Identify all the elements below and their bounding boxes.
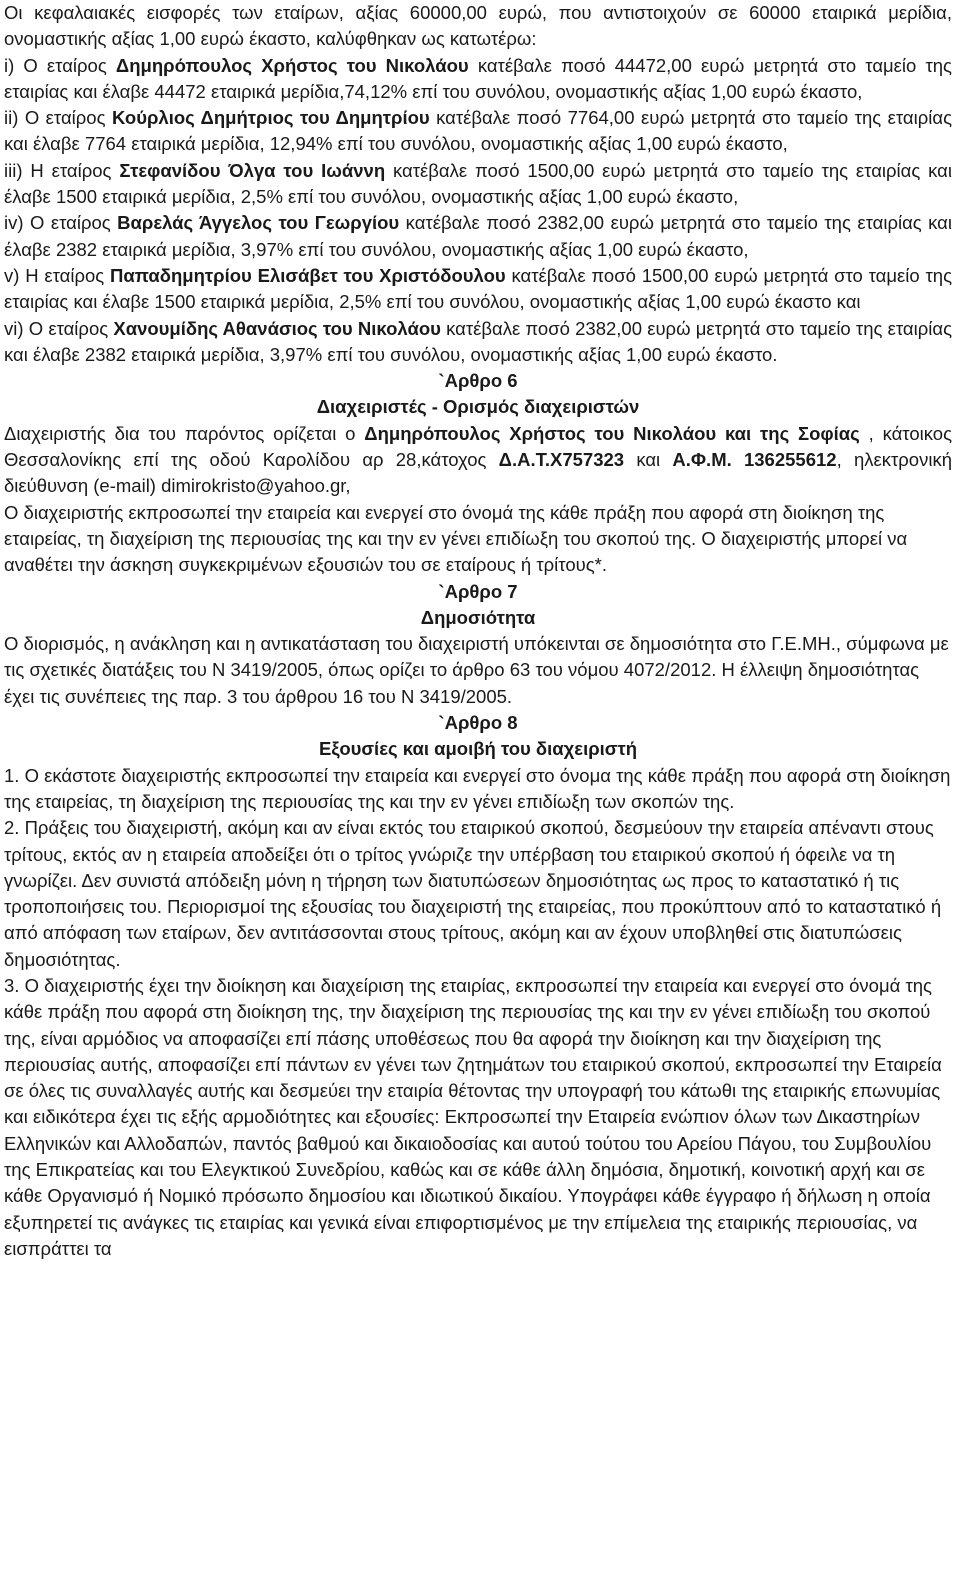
- partner-item-5: v) Η εταίρος Παπαδημητρίου Ελισάβετ του Χριστόδουλου κατέβαλε ποσό 1500,00 ευρώ μετρητά στο ταμείο της εταιρίας και έλαβε 1500 εταιρικά μερίδια, 2,5% επί του συνόλου, ονομαστικής αξίας 1,00 ευρώ έκαστο και: [4, 264, 952, 313]
- article-7-paragraph-1: Ο διορισμός, η ανάκληση και η αντικατάσταση του διαχειριστή υπόκεινται σε δημοσιότητα στο Γ.Ε.ΜΗ., σύμφωνα με τις σχετικές διατάξεις του Ν 3419/2005, όπως ορίζει το άρθρο 63 του νόμου 4072/2012. Η έλλειψη δημοσιότητας έχει τις συνέπειες της παρ. 3 του άρθρου 16 του Ν 3419/2005.: [4, 633, 949, 707]
- article-7-title: Δημοσιότητα: [420, 606, 536, 628]
- partner-item-2: ii) Ο εταίρος Κούρλιος Δημήτριος του Δημητρίου κατέβαλε ποσό 7764,00 ευρώ μετρητά στο ταμείο της εταιρίας και έλαβε 7764 εταιρικά μερίδια, 12,94% επί του συνόλου, ονομαστικής αξίας 1,00 ευρώ έκαστο,: [4, 107, 952, 155]
- partner-item-6: vi) Ο εταίρος Χανουμίδης Αθανάσιος του Νικολάου κατέβαλε ποσό 2382,00 ευρώ μετρητά στο ταμείο της εταιρίας και έλαβε 2382 εταιρικά μερίδια, 3,97% επί του συνόλου, ονομαστικής αξίας 1,00 ευρώ έκαστο.: [4, 317, 952, 365]
- article-6-paragraph-2: Ο διαχειριστής εκπροσωπεί την εταιρεία και ενεργεί στο όνομά της κάθε πράξη που αφορά στη διοίκηση της εταιρείας, τη διαχείριση της περιουσίας της και την εν γένει επιδίωξη του σκοπού της. Ο διαχειριστής μπορεί να αναθέτει την άσκηση συγκεκριμένων εξουσιών του σε εταίρους ή τρίτους*.: [4, 501, 908, 576]
- partner-name: Βαρελάς Άγγελος του Γεωργίου: [117, 212, 400, 234]
- partner-name: Στεφανίδου Όλγα του Ιωάννη: [119, 159, 386, 181]
- partner-item-4: iv) Ο εταίρος Βαρελάς Άγγελος του Γεωργίου κατέβαλε ποσό 2382,00 ευρώ μετρητά στο ταμείο της εταιρίας και έλαβε 2382 εταιρικά μερίδια, 3,97% επί του συνόλου, ονομαστικής αξίας 1,00 ευρώ έκαστο,: [4, 212, 952, 260]
- article-8-number: `Αρθρο 8: [438, 712, 518, 734]
- article-8-paragraph-3: 3. Ο διαχειριστής έχει την διοίκηση και διαχείριση της εταιρίας, εκπροσωπεί την εταιρεία και ενεργεί στο όνομά της κάθε πράξη που αφορά στη διοίκηση της, την διαχείριση της περιουσίας της και την εν γένει επιδίωξη του σκοπού της, είναι αρμόδιος να αποφασίζει επί πάσης υποθέσεως που θα αφορά την διοίκηση και την διαχείριση της περιουσίας αυτής, αποφασίζει επί πάντων εν γένει των ζητημάτων του εταιρικού σκοπού, εκπροσωπεί την Εταιρεία σε όλες τις συναλλαγές αυτής και δεσμεύει την εταιρία θέτοντας την υπογραφή του κάτωθι της εταιρικής επωνυμίας και ειδικότερα έχει τις εξής αρμοδιότητες και εξουσίες: Εκπροσωπεί την Εταιρεία ενώπιον όλων των Δικαστηρίων Ελληνικών και Αλλοδαπών, παντός βαθμού και δικαιοδοσίας και αυτού τούτου του Αρείου Πάγου, του Συμβουλίου της Επικρατείας και του Ελεγκτικού Συνεδρίου, καθώς και σε κάθε άλλη δημόσια, δημοτική, κοινοτική αρχή και σε κάθε Οργανισμό ή Νομικό πρόσωπο δημοσίου και ιδιωτικού δικαίου. Υπογράφει κάθε έγγραφο ή δήλωση η οποία εξυπηρετεί τις ανάγκες τις εταιρίας και γενικά είναι επιφορτισμένος με την επίμελεια της εταιρικής περιουσίας, να εισπράττει τα: [4, 974, 942, 1259]
- article-8-title: Εξουσίες και αμοιβή του διαχειριστή: [318, 738, 638, 760]
- id-number: Δ.Α.Τ.Χ757323: [498, 449, 625, 471]
- partner-item-3: iii) Η εταίρος Στεφανίδου Όλγα του Ιωάννη κατέβαλε ποσό 1500,00 ευρώ μετρητά στο ταμείο της εταιρίας και έλαβε 1500 εταιρικά μερίδια, 2,5% επί του συνόλου, ονομαστικής αξίας 1,00 ευρώ έκαστο,: [4, 159, 952, 208]
- article-8-paragraph-1: 1. Ο εκάστοτε διαχειριστής εκπροσωπεί την εταιρεία και ενεργεί στο όνομα της κάθε πράξη που αφορά στη διοίκηση της εταιρείας, τη διαχείριση της περιουσίας της και την εν γένει επιδίωξη των σκοπών της.: [4, 764, 951, 812]
- article-6-title: Διαχειριστές - Ορισμός διαχειριστών: [316, 396, 640, 418]
- partner-name: Παπαδημητρίου Ελισάβετ του Χριστόδουλου: [110, 264, 506, 286]
- article-6-paragraph-1: Διαχειριστής δια του παρόντος ορίζεται ο Δημηρόπουλος Χρήστος του Νικολάου και της Σοφίας , κάτοικος Θεσσαλονίκης επί της οδού Καρολίδου αρ 28,κάτοχος Δ.Α.Τ.Χ757323 και Α.Φ.Μ. 136255612, ηλεκτρονική διεύθυνση (e-mail) dimirokristo@yahoo.gr,: [4, 422, 952, 497]
- partner-name: Δημηρόπουλος Χρήστος του Νικολάου: [115, 54, 469, 76]
- tax-number: Α.Φ.Μ. 136255612: [672, 449, 837, 471]
- partner-name: Κούρλιος Δημήτριος του Δημητρίου: [111, 107, 430, 129]
- contributions-intro: Οι κεφαλαιακές εισφορές των εταίρων, αξίας 60000,00 ευρώ, που αντιστοιχούν σε 60000 εταιρικά μερίδια, ονομαστικής αξίας 1,00 ευρώ έκαστο, καλύφθηκαν ως κατωτέρω:: [4, 2, 952, 50]
- article-6-number: `Αρθρο 6: [438, 370, 518, 392]
- article-8-paragraph-2: 2. Πράξεις του διαχειριστή, ακόμη και αν είναι εκτός του εταιρικού σκοπού, δεσμεύουν την εταιρεία απέναντι στους τρίτους, εκτός αν η εταιρεία αποδείξει ότι ο τρίτος γνώριζε την υπέρβαση του εταιρικού σκοπού ή όφειλε να τη γνωρίζει. Δεν συνιστά απόδειξη μόνη η τήρηση των διατυπώσεων δημοσιότητας ως προς το καταστατικό ή τις τροποποιήσεις του. Περιορισμοί της εξουσίας του διαχειριστή της εταιρείας, που προκύπτουν από το καταστατικό ή από απόφαση των εταίρων, δεν αντιτάσσονται στους τρίτους, ακόμη και αν έχουν υποβληθεί στις διατυπώσεις δημοσιότητας.: [4, 817, 942, 970]
- article-7-number: `Αρθρο 7: [438, 580, 518, 602]
- partner-name: Χανουμίδης Αθανάσιος του Νικολάου: [113, 317, 441, 339]
- manager-name: Δημηρόπουλος Χρήστος του Νικολάου και της Σοφίας: [364, 422, 860, 444]
- partner-item-1: i) Ο εταίρος Δημηρόπουλος Χρήστος του Νικολάου κατέβαλε ποσό 44472,00 ευρώ μετρητά στο ταμείο της εταιρίας και έλαβε 44472 εταιρικά μερίδια,74,12% επί του συνόλου, ονομαστικής αξίας 1,00 ευρώ έκαστο,: [4, 54, 952, 102]
